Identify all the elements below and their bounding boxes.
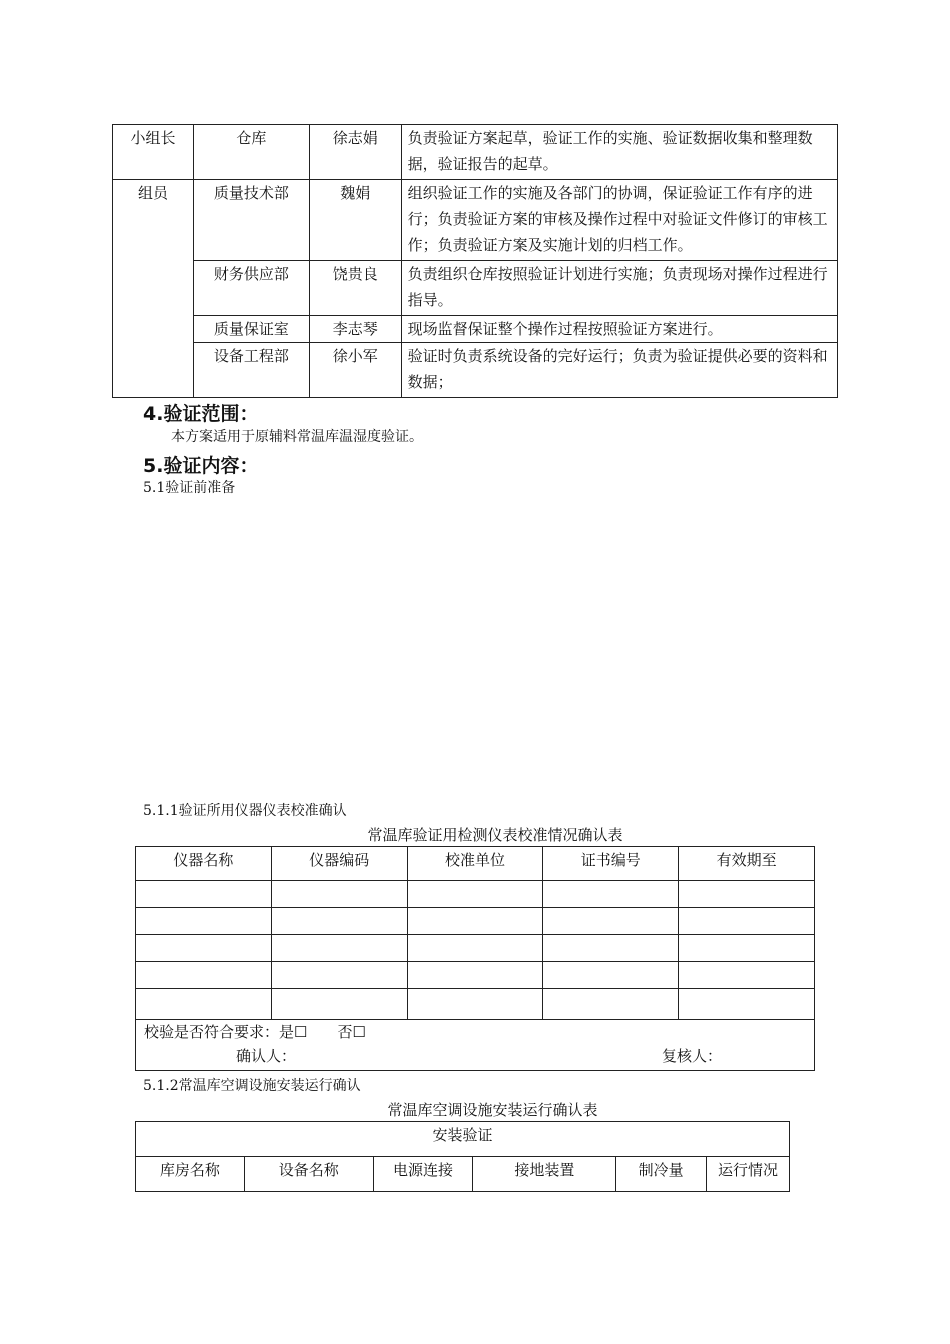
table-row <box>136 935 815 962</box>
section-5-1-label: 5.1验证前准备 <box>143 480 236 496</box>
empty-cell <box>407 881 543 908</box>
section-4-heading: 4.验证范围： <box>143 403 259 425</box>
section-4-text: 本方案适用于原辅料常温库温湿度验证。 <box>171 429 423 445</box>
empty-cell <box>679 962 815 989</box>
dept-cell: 仓库 <box>193 125 309 180</box>
empty-cell <box>679 989 815 1020</box>
empty-cell <box>407 908 543 935</box>
empty-cell <box>407 989 543 1020</box>
header-cell: 证书编号 <box>543 847 679 881</box>
name-cell: 徐小军 <box>309 343 401 398</box>
table-row <box>136 962 815 989</box>
section-5-heading: 5.验证内容： <box>143 455 259 477</box>
empty-cell <box>136 962 272 989</box>
empty-cell <box>543 935 679 962</box>
table-row <box>136 908 815 935</box>
empty-cell <box>543 908 679 935</box>
header-cell: 接地装置 <box>473 1157 616 1192</box>
duty-cell: 负责组织仓库按照验证计划进行实施；负责现场对操作过程进行指导。 <box>401 261 837 316</box>
empty-cell <box>271 935 407 962</box>
dept-cell: 设备工程部 <box>193 343 309 398</box>
role-cell: 组员 <box>113 180 194 398</box>
role-cell: 小组长 <box>113 125 194 180</box>
header-cell: 有效期至 <box>679 847 815 881</box>
empty-cell <box>136 881 272 908</box>
empty-cell <box>271 962 407 989</box>
table-row <box>113 261 838 316</box>
empty-cell <box>679 881 815 908</box>
table-row <box>113 316 838 343</box>
empty-cell <box>543 962 679 989</box>
signature-cell <box>136 1020 815 1071</box>
dept-cell: 质量技术部 <box>193 180 309 261</box>
empty-cell <box>136 989 272 1020</box>
header-cell: 运行情况 <box>707 1157 790 1192</box>
table-row <box>136 881 815 908</box>
name-cell: 饶贵良 <box>309 261 401 316</box>
confirm-label: 确认人： <box>236 1047 297 1065</box>
empty-cell <box>271 908 407 935</box>
table-row <box>113 343 838 398</box>
table-row <box>113 180 838 261</box>
ac-table-title: 常温库空调设施安装运行确认表 <box>387 1101 598 1119</box>
header-cell: 库房名称 <box>136 1157 245 1192</box>
header-cell: 校准单位 <box>407 847 543 881</box>
calibration-table-title: 常温库验证用检测仪表校准情况确认表 <box>367 826 623 844</box>
header-cell: 设备名称 <box>244 1157 373 1192</box>
dept-cell: 财务供应部 <box>193 261 309 316</box>
duty-cell: 负责验证方案起草，验证工作的实施、验证数据收集和整理数据，验证报告的起草。 <box>401 125 837 180</box>
empty-cell <box>679 935 815 962</box>
empty-cell <box>679 908 815 935</box>
empty-cell <box>136 935 272 962</box>
section-5-1-1-label: 5.1.1验证所用仪器仪表校准确认 <box>143 803 347 819</box>
table-header-row <box>136 1122 790 1157</box>
header-cell: 制冷量 <box>616 1157 707 1192</box>
table-row <box>136 989 815 1020</box>
empty-cell <box>407 935 543 962</box>
header-cell: 电源连接 <box>373 1157 473 1192</box>
empty-cell <box>543 881 679 908</box>
team-table <box>112 124 838 398</box>
table-row <box>113 125 838 180</box>
calibration-table <box>135 846 815 1071</box>
empty-cell <box>271 881 407 908</box>
section-5-1-2-label: 5.1.2常温库空调设施安装运行确认 <box>143 1078 361 1094</box>
table-header-row <box>136 1157 790 1192</box>
name-cell: 徐志娟 <box>309 125 401 180</box>
dept-cell: 质量保证室 <box>193 316 309 343</box>
signature-row <box>136 1020 815 1071</box>
check-text: 校验是否符合要求：是☐ 否☐ <box>144 1023 366 1041</box>
empty-cell <box>543 989 679 1020</box>
header-cell: 仪器编码 <box>271 847 407 881</box>
empty-cell <box>407 962 543 989</box>
empty-cell <box>271 989 407 1020</box>
duty-cell: 组织验证工作的实施及各部门的协调，保证验证工作有序的进行；负责验证方案的审核及操作过程中对验证文件修订的审核工作；负责验证方案及实施计划的归档工作。 <box>401 180 837 261</box>
ac-install-table <box>135 1121 790 1192</box>
empty-cell <box>136 908 272 935</box>
duty-cell: 验证时负责系统设备的完好运行；负责为验证提供必要的资料和数据； <box>401 343 837 398</box>
table-header-row <box>136 847 815 881</box>
duty-cell: 现场监督保证整个操作过程按照验证方案进行。 <box>401 316 837 343</box>
span-header-cell: 安装验证 <box>136 1122 790 1157</box>
name-cell: 魏娟 <box>309 180 401 261</box>
header-cell: 仪器名称 <box>136 847 272 881</box>
review-label: 复核人： <box>662 1047 723 1065</box>
name-cell: 李志琴 <box>309 316 401 343</box>
